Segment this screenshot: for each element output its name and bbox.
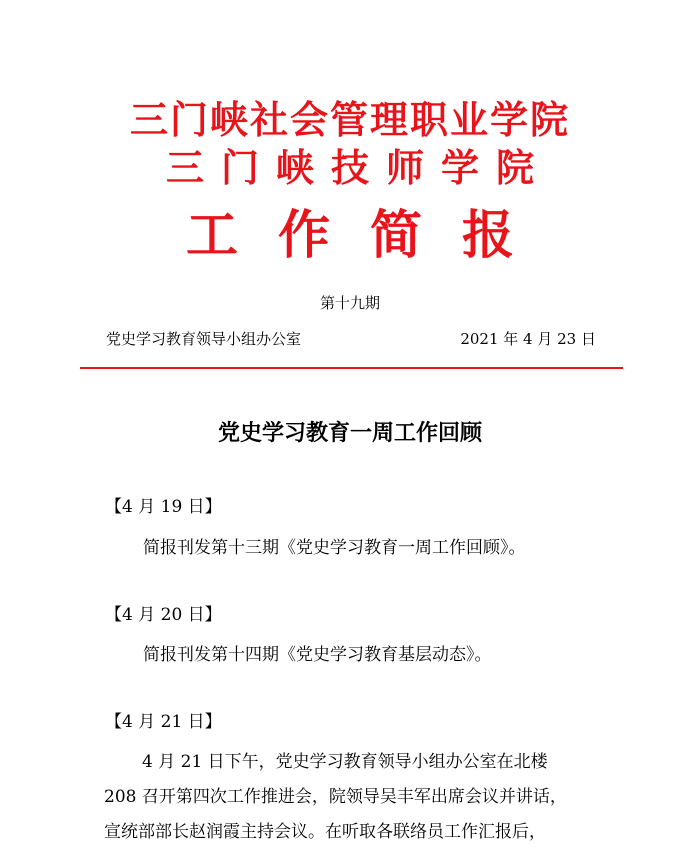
paragraph-line: 4 月 21 日下午，党史学习教育领导小组办公室在北楼 (142, 752, 548, 772)
school-name-secondary: 三门峡技师学院 (165, 145, 551, 190)
entry-text-apr-20: 简报刊发第十四期《党史学习教育基层动态》。 (143, 645, 492, 665)
issue-number: 第十九期 (319, 294, 380, 312)
paragraph-line: 208 召开第四次工作推进会，院领导吴丰军出席会议并讲话， (104, 787, 567, 807)
date-heading-apr-19: 【4 月 19 日】 (105, 497, 222, 517)
brief-title: 工作简报 (185, 205, 554, 266)
school-name-primary: 三门峡社会管理职业学院 (129, 97, 570, 142)
issuing-office: 党史学习教育领导小组办公室 (106, 330, 302, 348)
header-divider (80, 367, 623, 369)
entry-text-apr-19: 简报刊发第十三期《党史学习教育一周工作回顾》。 (143, 538, 526, 558)
date-heading-apr-21: 【4 月 21 日】 (105, 712, 222, 732)
issue-date: 2021 年 4 月 23 日 (460, 330, 596, 348)
paragraph-line: 宣统部部长赵润霞主持会议。在听取各联络员工作汇报后， (104, 822, 546, 842)
article-title: 党史学习教育一周工作回顾 (217, 420, 482, 446)
entry-paragraph-apr-21 (104, 745, 604, 850)
date-heading-apr-20: 【4 月 20 日】 (105, 605, 222, 625)
